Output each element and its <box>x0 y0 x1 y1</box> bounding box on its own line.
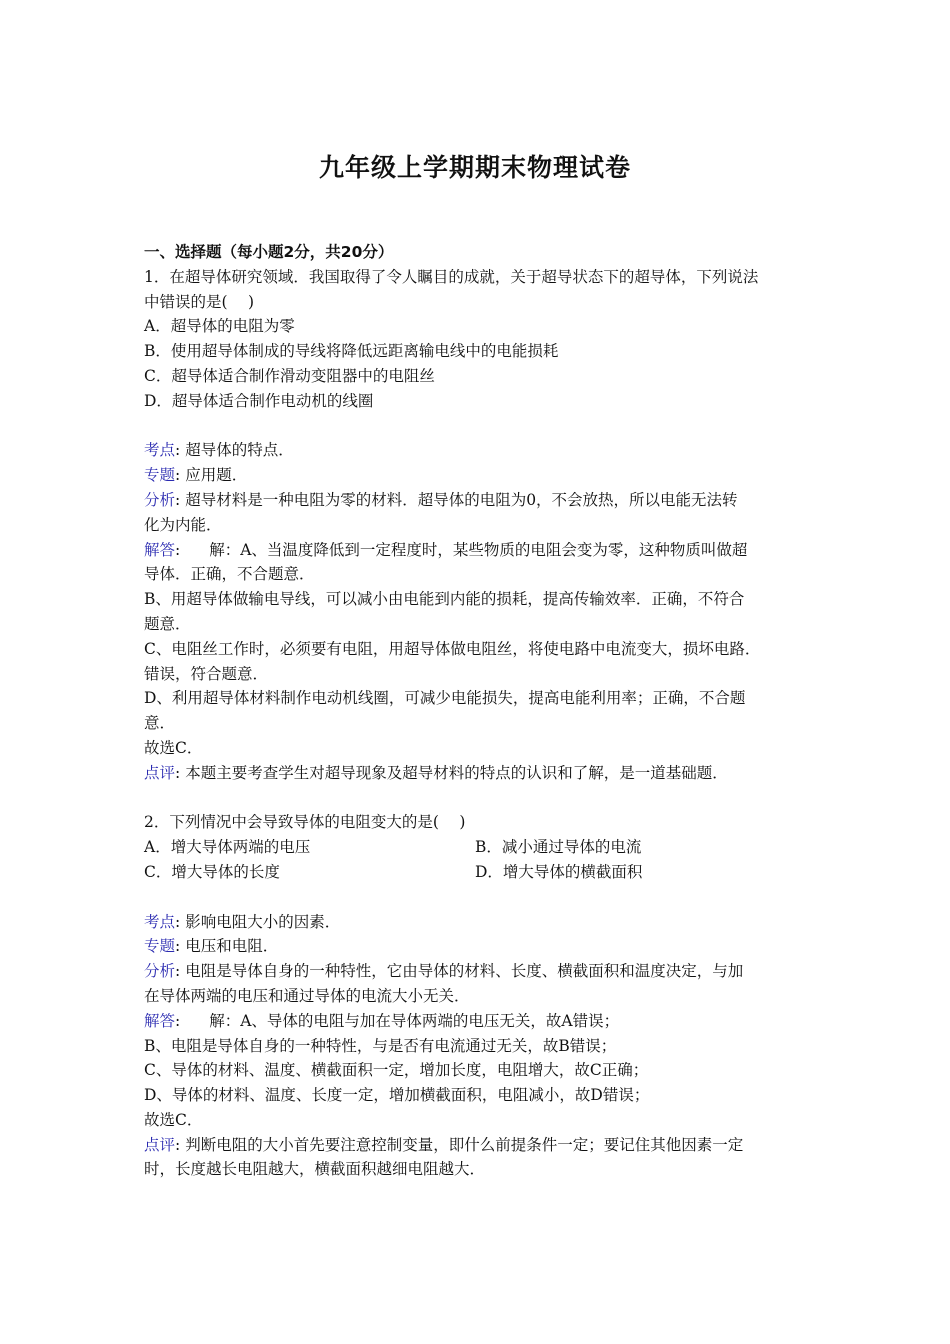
q1-answer-line: 题意． <box>144 614 191 633</box>
q1-answer-line: 错误，符合题意． <box>144 664 269 683</box>
section-heading: 一、选择题（每小题2分，共20分） <box>144 243 394 261</box>
q1-answer-line: D、利用超导体材料制作电动机线圈，可减少电能损失，提高电能利用率；正确，不合题 <box>144 689 746 708</box>
zhuanti-label: 专题 <box>144 937 176 956</box>
q2-answer-line: B、电阻是导体自身的一种特性，与是否有电流通过无关，故B错误； <box>144 1036 617 1055</box>
fenxi-label: 分析 <box>144 490 176 509</box>
q1-fenxi: 分析: 超导材料是一种电阻为零的材料．超导体的电阻为0，不会放热，所以电能无法转 <box>144 490 738 509</box>
q1-option-a: A．超导体的电阻为零 <box>144 317 295 336</box>
q1-kaodian: 考点: 超导体的特点． <box>144 441 294 460</box>
q2-fenxi: 分析: 电阻是导体自身的一种特性，它由导体的材料、长度、横截面积和温度决定，与加 <box>144 962 744 981</box>
q1-option-c: C．超导体适合制作滑动变阻器中的电阻丝 <box>144 366 435 385</box>
kaodian-label: 考点 <box>144 912 176 931</box>
q2-answer-line: D、导体的材料、温度、长度一定，增加横截面积，电阻减小，故D错误； <box>144 1086 650 1105</box>
q2-option-a: A．增大导体两端的电压 <box>144 838 311 857</box>
q1-stem-line1: 1．在超导体研究领域．我国取得了令人瞩目的成就，关于超导状态下的超导体，下列说法 <box>144 267 759 286</box>
kaodian-label: 考点 <box>144 441 176 460</box>
q2-options-row2 <box>144 860 810 885</box>
q2-answer-line: C、导体的材料、温度、横截面积一定，增加长度，电阻增大，故C正确； <box>144 1061 649 1080</box>
q1-jieda: 解答: 解：A、当温度降低到一定程度时，某些物质的电阻会变为零，这种物质叫做超 <box>144 540 748 559</box>
q1-answer-line: 故选C． <box>144 738 203 757</box>
q1-option-b: B．使用超导体制成的导线将降低远距离输电线中的电能损耗 <box>144 342 559 361</box>
jieda-label: 解答 <box>144 1011 176 1030</box>
q1-dianping: 点评: 本题主要考查学生对超导现象及超导材料的特点的认识和了解，是一道基础题． <box>144 763 728 782</box>
q1-answer-line: 意． <box>144 714 176 733</box>
q2-jieda: 解答: 解：A、导体的电阻与加在导体两端的电压无关，故A错误； <box>144 1011 620 1030</box>
page-title: 九年级上学期期末物理试卷 <box>318 153 631 182</box>
q1-answer-line: 导体．正确，不合题意． <box>144 565 315 584</box>
jieda-label: 解答 <box>144 540 176 559</box>
exam-content <box>144 240 810 1182</box>
q2-dianping-line2: 时，长度越长电阻越大，横截面积越细电阻越大． <box>144 1160 486 1179</box>
q1-option-d: D．超导体适合制作电动机的线圈 <box>144 391 374 410</box>
q1-zhuanti: 专题: 应用题． <box>144 466 248 485</box>
q2-option-d: D．增大导体的横截面积 <box>475 862 643 881</box>
q2-fenxi-line2: 在导体两端的电压和通过导体的电流大小无关． <box>144 986 470 1005</box>
q2-dianping: 点评: 判断电阻的大小首先要注意控制变量，即什么前提条件一定；要记住其他因素一定 <box>144 1135 744 1154</box>
q1-answer-line: B、用超导体做输电导线，可以减小由电能到内能的损耗，提高传输效率．正确，不符合 <box>144 590 745 609</box>
q2-kaodian: 考点: 影响电阻大小的因素． <box>144 912 341 931</box>
fenxi-label: 分析 <box>144 962 176 981</box>
q2-zhuanti: 专题: 电压和电阻． <box>144 937 279 956</box>
q2-option-b: B．减小通过导体的电流 <box>475 838 642 857</box>
zhuanti-label: 专题 <box>144 466 176 485</box>
dianping-label: 点评 <box>144 1135 176 1154</box>
q2-answer-line: 故选C． <box>144 1110 203 1129</box>
q2-stem: 2．下列情况中会导致导体的电阻变大的是( ) <box>144 813 466 832</box>
q2-options-row1 <box>144 835 810 860</box>
q1-answer-line: C、电阻丝工作时，必须要有电阻，用超导体做电阻丝，将使电路中电流变大，损坏电路． <box>144 639 761 658</box>
q2-option-c: C．增大导体的长度 <box>144 862 280 881</box>
dianping-label: 点评 <box>144 763 176 782</box>
q1-fenxi-line2: 化为内能． <box>144 515 222 534</box>
q1-stem-line2: 中错误的是( ) <box>144 292 255 311</box>
